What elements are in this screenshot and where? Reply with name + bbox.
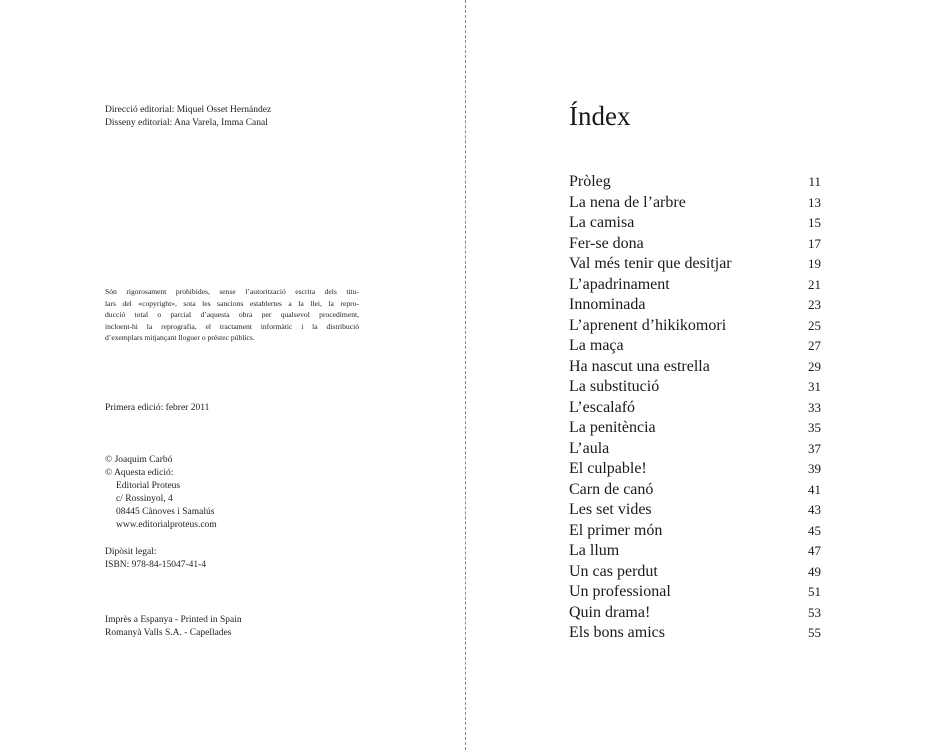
toc-entry-title: Ha nascut una estrella [569,357,710,375]
editorial-credits [105,104,271,130]
copyright-author: © Joaquim Carbó [105,455,173,465]
toc-entry [569,398,821,419]
toc-entry-title: La substitució [569,378,660,395]
toc-entry-page: 55 [808,625,821,640]
toc-entry-page: 25 [808,317,821,333]
printer: Romanyà Valls S.A. - Capellades [105,628,232,638]
toc-entry-title: L’aula [569,439,610,457]
toc-entry [569,316,821,337]
toc-entry [569,459,821,480]
toc-entry-title: L’aprenent d’hikikomori [569,316,727,334]
credit-line: Disseny editorial: Ana Varela, Imma Canal [105,118,268,128]
isbn: ISBN: 978-84-15047-41-4 [105,560,207,570]
toc-entry-title: L’apadrinament [569,275,670,293]
index-page [466,0,932,750]
toc-entry-page: 19 [808,256,821,271]
toc-entry-title: La camisa [569,214,635,231]
deposit-block [105,546,206,572]
publisher-city: 08445 Cànoves i Samalús [116,507,215,517]
copyright-page [0,0,465,750]
toc-entry-page: 51 [808,584,821,599]
toc-entry [569,357,821,378]
toc-entry-page: 33 [808,399,821,415]
edition-date: Primera edició: febrer 2011 [105,403,210,413]
toc-entry-title: La nena de l’arbre [569,193,686,211]
toc-entry-page: 37 [808,440,821,456]
toc-entry-page: 27 [808,338,821,353]
toc-entry [569,623,821,644]
legal-line: incloent-hi la reprografia, el tractament informàtic i la distribució [105,321,359,331]
toc-entry [569,562,821,583]
toc-entry-title: Fer-se dona [569,234,644,252]
legal-notice [105,286,359,344]
toc-entry-title: Els bons amics [569,624,665,641]
toc-entry-page: 43 [808,502,821,517]
toc-entry-title: Pròleg [569,173,611,190]
toc-entry [569,172,821,193]
toc-entry-page: 17 [808,235,821,251]
publisher-name: Editorial Proteus [116,481,181,491]
toc-entry-page: 41 [808,481,821,497]
credit-line: Direcció editorial: Miquel Osset Hernández [105,105,272,115]
toc-entry-page: 49 [808,563,821,579]
toc-entry [569,295,821,316]
toc-entry [569,439,821,460]
toc-entry-title: La penitència [569,419,656,436]
toc-entry-title: Innominada [569,296,646,313]
toc-entry-title: El primer món [569,521,663,539]
legal-deposit-label: Dipòsit legal: [105,547,157,557]
printed-in: Imprès a Espanya - Printed in Spain [105,615,242,625]
toc-entry-page: 31 [808,379,821,394]
toc-entry [569,213,821,234]
toc-entry [569,193,821,214]
toc-entry [569,234,821,255]
toc-entry [569,336,821,357]
toc-entry-title: Carn de canó [569,480,654,498]
legal-line: d’exemplars mitjançant lloguer o préstec públics. [105,333,255,342]
table-of-contents [569,172,821,644]
toc-entry-title: Un cas perdut [569,562,658,580]
index-title: Índex [569,101,631,131]
toc-entry-title: Quin drama! [569,603,651,621]
publisher-street: c/ Rossinyol, 4 [116,494,173,504]
toc-entry [569,541,821,562]
toc-entry-page: 35 [808,420,821,435]
copyright-block [105,454,217,532]
toc-entry-page: 45 [808,522,821,538]
toc-entry-page: 29 [808,358,821,374]
toc-entry [569,480,821,501]
toc-entry [569,500,821,521]
legal-line: ducció total o parcial d’aquesta obra per qualsevol procediment, [105,310,359,319]
toc-entry [569,418,821,439]
toc-entry-title: L’escalafó [569,398,636,416]
toc-entry-title: Les set vides [569,501,652,518]
toc-entry [569,521,821,542]
toc-entry [569,377,821,398]
legal-line: Són rigorosament prohibides, sense l’autorització escrita dels titu- [105,287,359,296]
publisher-website: www.editorialproteus.com [116,520,217,530]
copyright-edition-label: © Aquesta edició: [105,468,174,478]
edition-info [105,402,209,415]
toc-entry-page: 23 [808,297,821,312]
toc-entry-page: 11 [808,174,821,189]
toc-entry-title: La maça [569,337,624,354]
toc-entry-page: 13 [808,194,821,210]
toc-entry-title: El culpable! [569,460,647,477]
toc-entry [569,582,821,603]
toc-entry-page: 21 [808,276,821,292]
toc-entry-page: 15 [808,215,821,230]
toc-entry-page: 53 [808,604,821,620]
toc-entry-page: 47 [808,543,821,558]
toc-entry-title: Val més tenir que desitjar [569,255,732,272]
toc-entry [569,603,821,624]
toc-entry-title: La llum [569,542,620,559]
toc-entry-page: 39 [808,461,821,476]
toc-entry [569,275,821,296]
legal-line: lars del «copyright», sota les sancions establertes a la llei, la repro- [105,298,359,308]
toc-entry-title: Un professional [569,583,671,600]
printing-info [105,614,242,640]
toc-entry [569,254,821,275]
